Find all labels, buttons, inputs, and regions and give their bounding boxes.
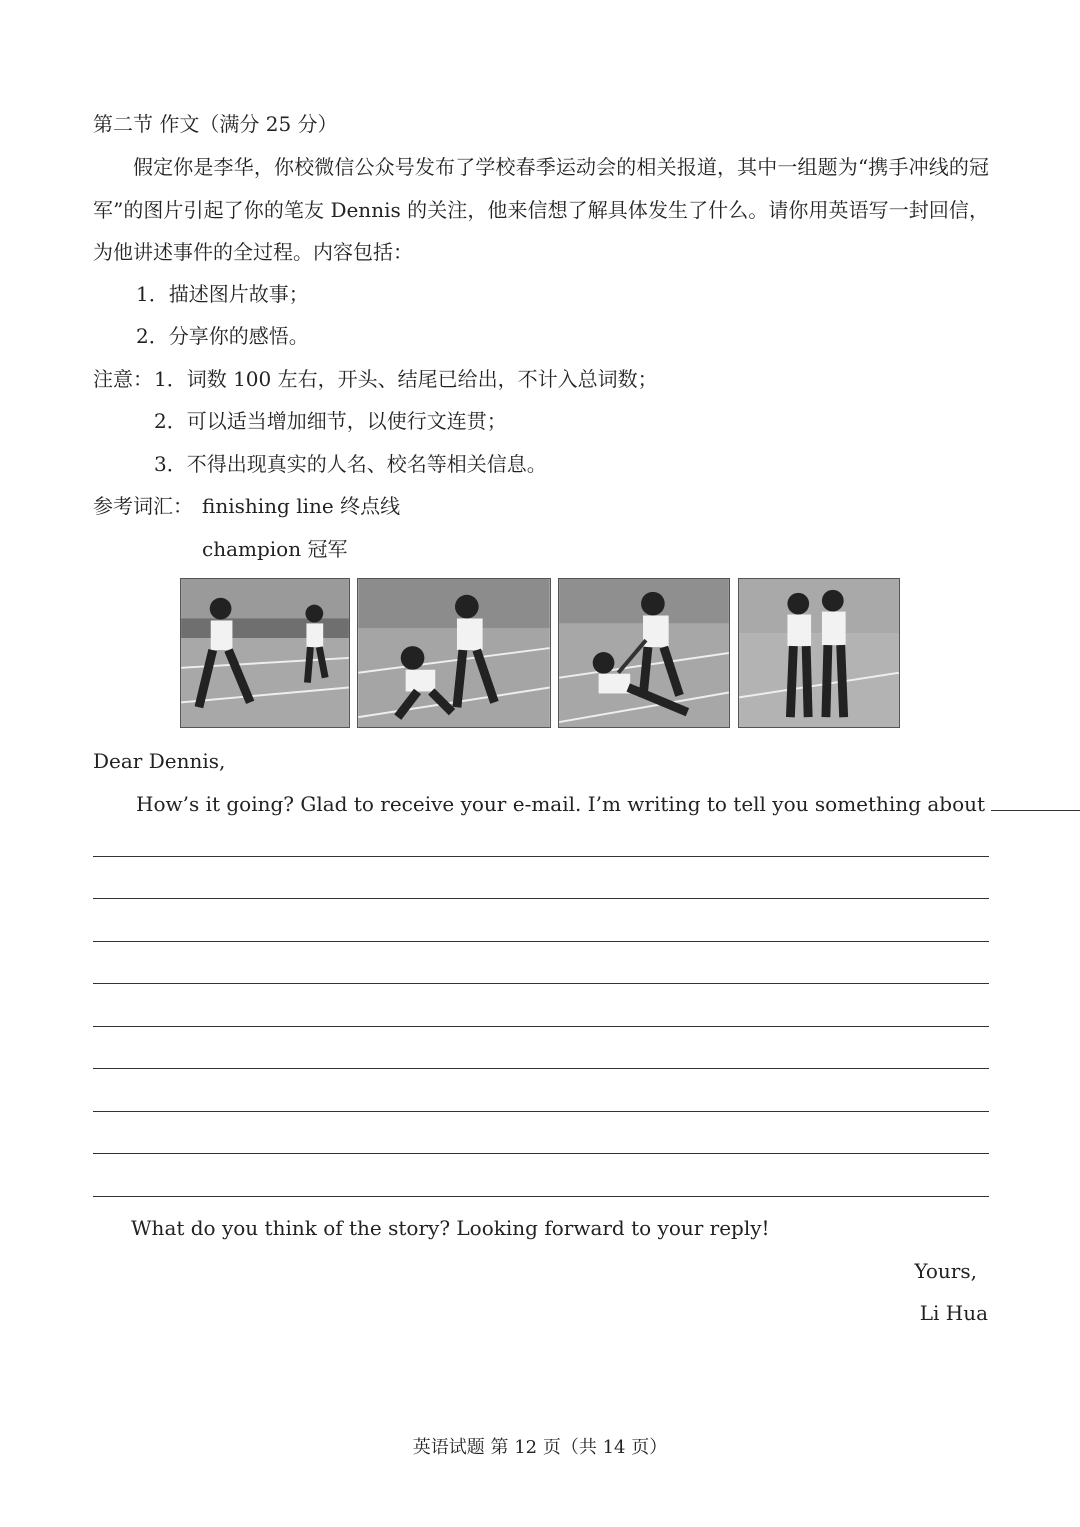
notes-label: 注意： bbox=[93, 367, 153, 391]
letter-signoff: Yours, bbox=[914, 1259, 977, 1283]
requirement-2: 2．分享你的感悟。 bbox=[136, 324, 309, 348]
opening-blank[interactable] bbox=[991, 792, 1080, 811]
letter-closing: What do you think of the story? Looking forward to your reply! bbox=[131, 1216, 770, 1240]
page-footer: 英语试题 第 12 页（共 14 页） bbox=[412, 1437, 668, 1458]
runner-helps-up-icon bbox=[558, 578, 730, 728]
writing-line[interactable] bbox=[93, 1068, 989, 1069]
note-2: 2．可以适当增加细节，以使行文连贯； bbox=[154, 409, 507, 433]
prompt-paragraph: 假定你是李华，你校微信公众号发布了学校春季运动会的相关报道，其中一组题为“携手冲线的冠军”的图片引起了你的笔友 Dennis 的关注，他来信想了解具体发生了什么。请你用英语写一封回信，为他讲述事件的全过程。内容包括： bbox=[93, 155, 989, 264]
runner-fallen-icon bbox=[357, 578, 551, 728]
writing-line[interactable] bbox=[93, 1111, 989, 1112]
vocab-label: 参考词汇： bbox=[93, 494, 193, 518]
writing-line[interactable] bbox=[93, 1153, 989, 1154]
letter-opening bbox=[136, 790, 1080, 818]
vocab-item-1: finishing line 终点线 bbox=[202, 494, 401, 518]
note-1: 1．词数 100 左右，开头、结尾已给出，不计入总词数； bbox=[154, 367, 658, 391]
picture-strip bbox=[180, 578, 900, 730]
writing-line[interactable] bbox=[93, 898, 989, 899]
section-title: 第二节 作文（满分 25 分） bbox=[93, 112, 338, 136]
writing-line[interactable] bbox=[93, 856, 989, 857]
note-3: 3．不得出现真实的人名、校名等相关信息。 bbox=[154, 452, 547, 476]
writing-line[interactable] bbox=[93, 1026, 989, 1027]
vocab-item-2: champion 冠军 bbox=[202, 537, 348, 561]
writing-line[interactable] bbox=[93, 941, 989, 942]
requirement-1: 1．描述图片故事； bbox=[136, 282, 309, 306]
runners-finish-together-icon bbox=[738, 578, 900, 728]
letter-opening-text: How’s it going? Glad to receive your e-mail. I’m writing to tell you something about bbox=[136, 792, 986, 816]
letter-name: Li Hua bbox=[919, 1301, 988, 1325]
writing-line[interactable] bbox=[93, 983, 989, 984]
writing-line[interactable] bbox=[93, 1196, 989, 1197]
runner-falls-icon bbox=[180, 578, 350, 728]
letter-greeting: Dear Dennis, bbox=[93, 749, 226, 773]
